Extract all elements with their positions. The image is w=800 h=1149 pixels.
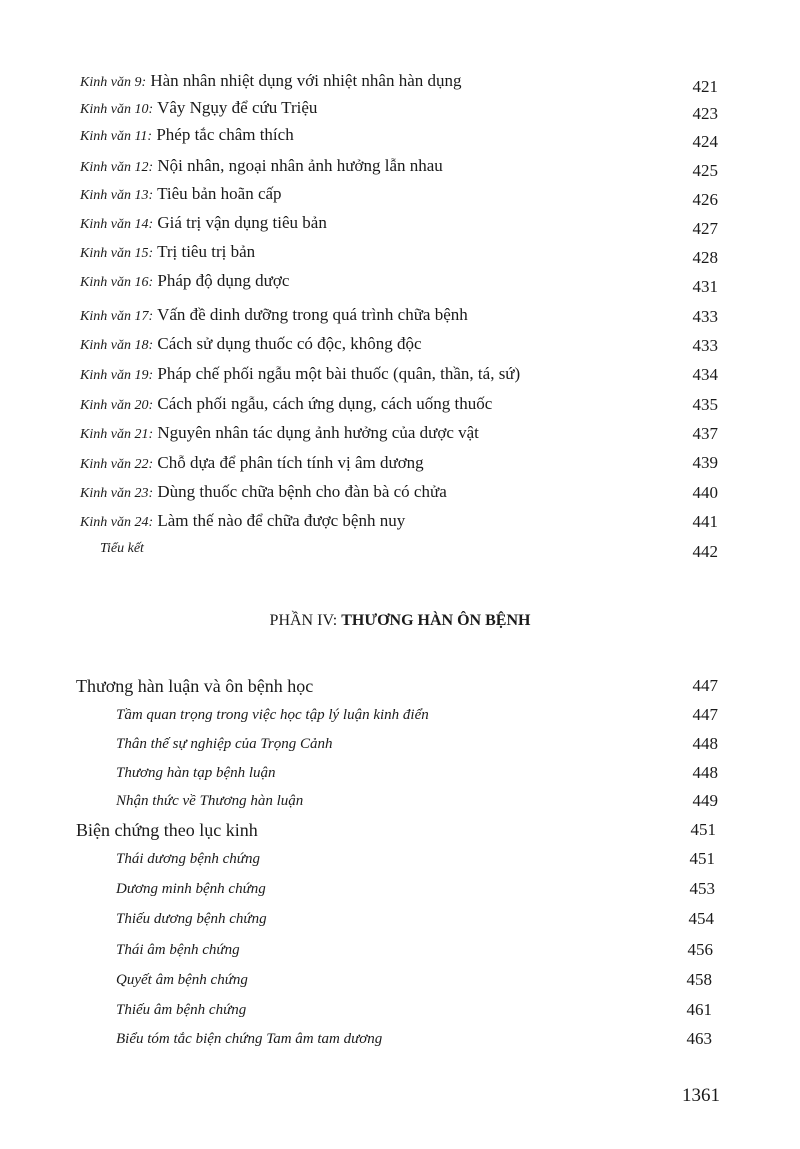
entry-label: Kinh văn 24: Làm thế nào để chữa được bệnh nuy <box>80 511 406 530</box>
subentry-title: Thiếu dương bệnh chứng <box>116 911 267 927</box>
toc-subentry <box>0 876 800 902</box>
entry-label: Kinh văn 18: Cách sử dụng thuốc có độc, không độc <box>80 334 422 353</box>
toc-subentry <box>0 997 800 1023</box>
entry-page: 421 <box>692 77 718 96</box>
entry-page: 424 <box>692 132 718 151</box>
entry-page: 439 <box>692 453 718 472</box>
subentry-page: 451 <box>689 849 715 868</box>
entry-label: Kinh văn 15: Trị tiêu trị bản <box>80 242 256 261</box>
entry-label: Kinh văn 21: Nguyên nhân tác dụng ảnh hưởng của dược vật <box>80 423 479 442</box>
toc-entry-kinh-van-15 <box>0 239 800 265</box>
toc-subentry <box>0 967 800 993</box>
subentry-page: 447 <box>692 705 718 724</box>
subentry-page: 456 <box>687 940 713 959</box>
section-page: 451 <box>690 820 716 839</box>
toc-subentry <box>0 731 800 757</box>
toc-subentry <box>0 906 800 932</box>
toc-subentry <box>0 702 800 728</box>
toc-entry-kinh-van-10 <box>0 95 800 121</box>
subentry-title: Thân thế sự nghiệp của Trọng Cảnh <box>116 736 333 752</box>
toc-entry-kinh-van-23 <box>0 479 800 505</box>
entry-label: Kinh văn 20: Cách phối ngẫu, cách ứng dụng, cách uống thuốc <box>80 394 493 413</box>
subentry-page: 448 <box>692 734 718 753</box>
toc-subentry <box>0 788 800 814</box>
toc-entry-kinh-van-9 <box>0 68 800 94</box>
entry-page: 433 <box>692 336 718 355</box>
toc-subentry <box>0 1026 800 1052</box>
entry-label: Kinh văn 14: Giá trị vận dụng tiêu bản <box>80 213 327 232</box>
toc-section-2 <box>0 817 800 843</box>
entry-page: 441 <box>692 512 718 531</box>
subentry-title: Dương minh bệnh chứng <box>116 881 266 897</box>
subentry-title: Quyết âm bệnh chứng <box>116 972 248 988</box>
toc-subentry <box>0 846 800 872</box>
section-page: 447 <box>692 676 718 695</box>
entry-page: 435 <box>692 395 718 414</box>
toc-entry-kinh-van-19 <box>0 361 800 387</box>
subentry-title: Biểu tóm tắc biện chứng Tam âm tam dương <box>116 1031 383 1047</box>
entry-page: 426 <box>692 190 718 209</box>
toc-entry-kinh-van-24 <box>0 508 800 534</box>
toc-entry-kinh-van-11 <box>0 122 800 151</box>
entry-label: Kinh văn 16: Pháp độ dụng dược <box>80 271 290 290</box>
toc-entry-kinh-van-20 <box>0 391 800 417</box>
entry-label: Kinh văn 10: Vây Ngụy để cứu Triệu <box>80 98 318 117</box>
entry-label: Kinh văn 17: Vấn đề dinh dưỡng trong quá trình chữa bệnh <box>80 305 468 324</box>
entry-page: 437 <box>692 424 718 443</box>
toc-entry-kinh-van-22 <box>0 450 800 476</box>
entry-label: Kinh văn 19: Pháp chế phối ngẫu một bài thuốc (quân, thần, tá, sứ) <box>80 364 521 383</box>
toc-entry-kinh-van-12 <box>0 153 800 179</box>
toc-entry-kinh-van-16 <box>0 268 800 294</box>
entry-page: 433 <box>692 307 718 326</box>
toc-subentry <box>0 937 800 963</box>
entry-label: Kinh văn 11: Phép tắc châm thích <box>80 125 294 144</box>
entry-label: Kinh văn 9: Hàn nhân nhiệt dụng với nhiệt nhân hàn dụng <box>80 71 462 90</box>
subentry-page: 461 <box>686 1000 712 1019</box>
entry-page: 431 <box>692 277 718 296</box>
entry-page: 442 <box>692 542 718 561</box>
section-title: Thương hàn luận và ôn bệnh học <box>76 676 314 696</box>
subentry-title: Thương hàn tạp bệnh luận <box>116 765 276 781</box>
subentry-page: 453 <box>689 879 715 898</box>
toc-entry-tieu-ket <box>0 536 800 562</box>
entry-label: Kinh văn 23: Dùng thuốc chữa bệnh cho đàn bà có chửa <box>80 482 447 501</box>
subentry-page: 463 <box>686 1029 712 1048</box>
subentry-title: Nhận thức về Thương hàn luận <box>116 793 304 809</box>
entry-page: 425 <box>692 161 718 180</box>
toc-entry-kinh-van-14 <box>0 210 800 236</box>
subentry-title: Thái âm bệnh chứng <box>116 942 240 958</box>
toc-entry-kinh-van-18 <box>0 331 800 357</box>
entry-label: Kinh văn 22: Chỗ dựa để phân tích tính vị âm dương <box>80 453 424 472</box>
entry-page: 434 <box>692 365 718 384</box>
subentry-page: 458 <box>686 970 712 989</box>
part-heading: PHẦN IV: THƯƠNG HÀN ÔN BỆNH <box>269 612 531 629</box>
section-title: Biện chứng theo lục kinh <box>76 820 258 840</box>
entry-label: Kinh văn 13: Tiêu bản hoãn cấp <box>80 184 282 203</box>
entry-page: 440 <box>692 483 718 502</box>
toc-entry-kinh-van-17 <box>0 302 800 328</box>
entry-page: 428 <box>692 248 718 267</box>
toc-entry-kinh-van-13 <box>0 181 800 207</box>
subentry-title: Thiếu âm bệnh chứng <box>116 1002 247 1018</box>
subentry-page: 454 <box>688 909 714 928</box>
subentry-title: Tầm quan trọng trong việc học tập lý luận kinh điển <box>116 707 429 723</box>
toc-section-1 <box>0 673 800 699</box>
subentry-page: 449 <box>692 791 718 810</box>
entry-page: 423 <box>692 104 718 123</box>
entry-label: Tiểu kết <box>100 541 144 556</box>
subentry-page: 448 <box>692 763 718 782</box>
page-number: 1361 <box>682 1085 720 1106</box>
entry-page: 427 <box>692 219 718 238</box>
entry-label: Kinh văn 12: Nội nhân, ngoại nhân ảnh hưởng lẫn nhau <box>80 156 443 175</box>
toc-subentry <box>0 760 800 786</box>
subentry-title: Thái dương bệnh chứng <box>116 851 260 867</box>
toc-entry-kinh-van-21 <box>0 420 800 446</box>
